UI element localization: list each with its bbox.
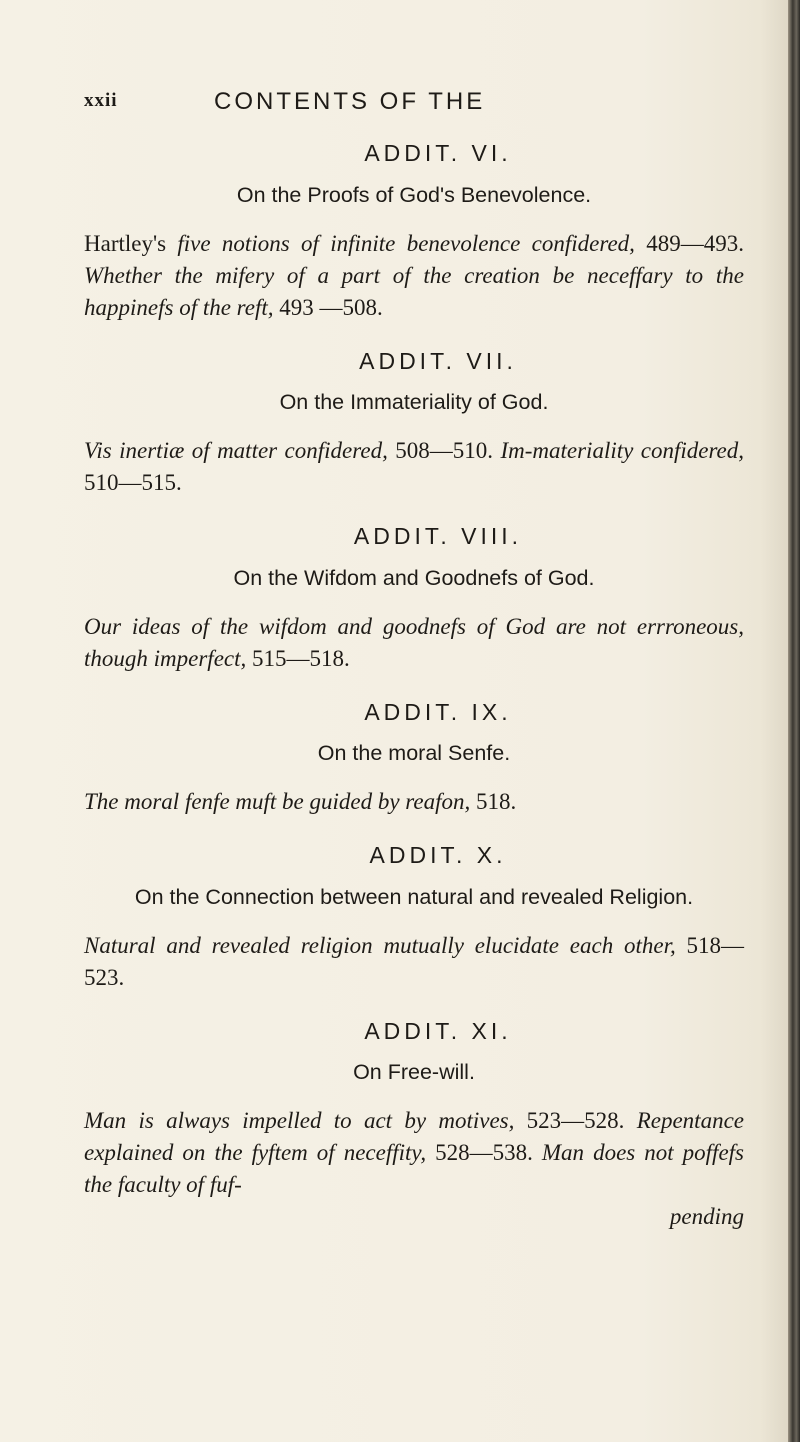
summary-text-run: 523—528.: [514, 1108, 637, 1134]
summary-text-run: Hartley's: [84, 230, 178, 256]
summary-text-run: 518.: [470, 789, 517, 815]
contents-section: [84, 699, 744, 819]
contents-section: [84, 140, 744, 324]
summary-text-run: The moral fenfe muft be guided by reafon,: [84, 789, 471, 815]
section-subject: On the Wifdom and Goodnefs of God.: [233, 565, 595, 590]
summary-text-run: 510—515.: [84, 470, 182, 496]
section-subject: On the Connection between natural and revealed Religion.: [134, 884, 694, 909]
addit-heading: ADDIT. IX.: [364, 698, 512, 725]
summary-text-run: Man does not poffefs the faculty of fuf-: [84, 1140, 744, 1198]
summary-text-run: Man is always impelled to act by motives,: [84, 1108, 515, 1134]
catchword: pending: [669, 1204, 744, 1230]
addit-heading: ADDIT. VIII.: [353, 523, 523, 550]
addit-heading: ADDIT. X.: [369, 842, 507, 869]
summary-text-run: 518—523.: [84, 932, 745, 990]
section-subject: On the Proofs of God's Benevolence.: [236, 182, 592, 207]
summary-text-run: 528—538.: [426, 1140, 542, 1166]
contents-list: [84, 140, 744, 1257]
section-summary: [84, 1105, 744, 1201]
page-edge: [788, 0, 800, 1442]
summary-text-run: 508—510.: [387, 438, 501, 464]
section-subject: On the moral Senfe.: [317, 741, 511, 766]
section-summary: [84, 930, 744, 994]
summary-text-run: Im-materiality confidered,: [500, 438, 745, 464]
addit-heading: ADDIT. XI.: [364, 1017, 512, 1044]
section-subject: On the Immateriality of God.: [279, 390, 549, 415]
summary-text-run: five notions of infinite benevolence confidered,: [177, 230, 635, 256]
contents-section: [84, 842, 744, 994]
summary-text-run: Whether the mifery of a part of the creation be neceffary to the happinefs of the reft,: [84, 262, 744, 320]
section-subject: On Free-will.: [353, 1060, 475, 1085]
section-summary: [84, 228, 744, 324]
summary-text-run: Repentance explained on the fyftem of neceffity,: [84, 1108, 744, 1166]
summary-text-run: 489—493.: [634, 230, 745, 256]
page-number: xxii: [84, 90, 118, 111]
summary-text-run: Vis inertiæ of matter confidered,: [84, 438, 388, 464]
summary-text-run: 515—518.: [246, 645, 350, 671]
summary-text-run: Our ideas of the wifdom and goodnefs of God are not errroneous, though imperfect,: [84, 613, 744, 671]
page-header: [84, 88, 684, 124]
addit-heading: ADDIT. VI.: [364, 140, 512, 166]
addit-heading: ADDIT. VII.: [359, 347, 517, 374]
contents-section: [84, 523, 744, 675]
running-head: CONTENTS OF THE: [214, 88, 486, 115]
summary-text-run: 493 —508.: [273, 294, 383, 320]
contents-section: [84, 348, 744, 500]
contents-section: [84, 1018, 744, 1202]
summary-text-run: Natural and revealed religion mutually elucidate each other,: [84, 932, 676, 958]
section-summary: [84, 786, 744, 818]
section-summary: [84, 611, 744, 675]
section-summary: [84, 435, 744, 499]
